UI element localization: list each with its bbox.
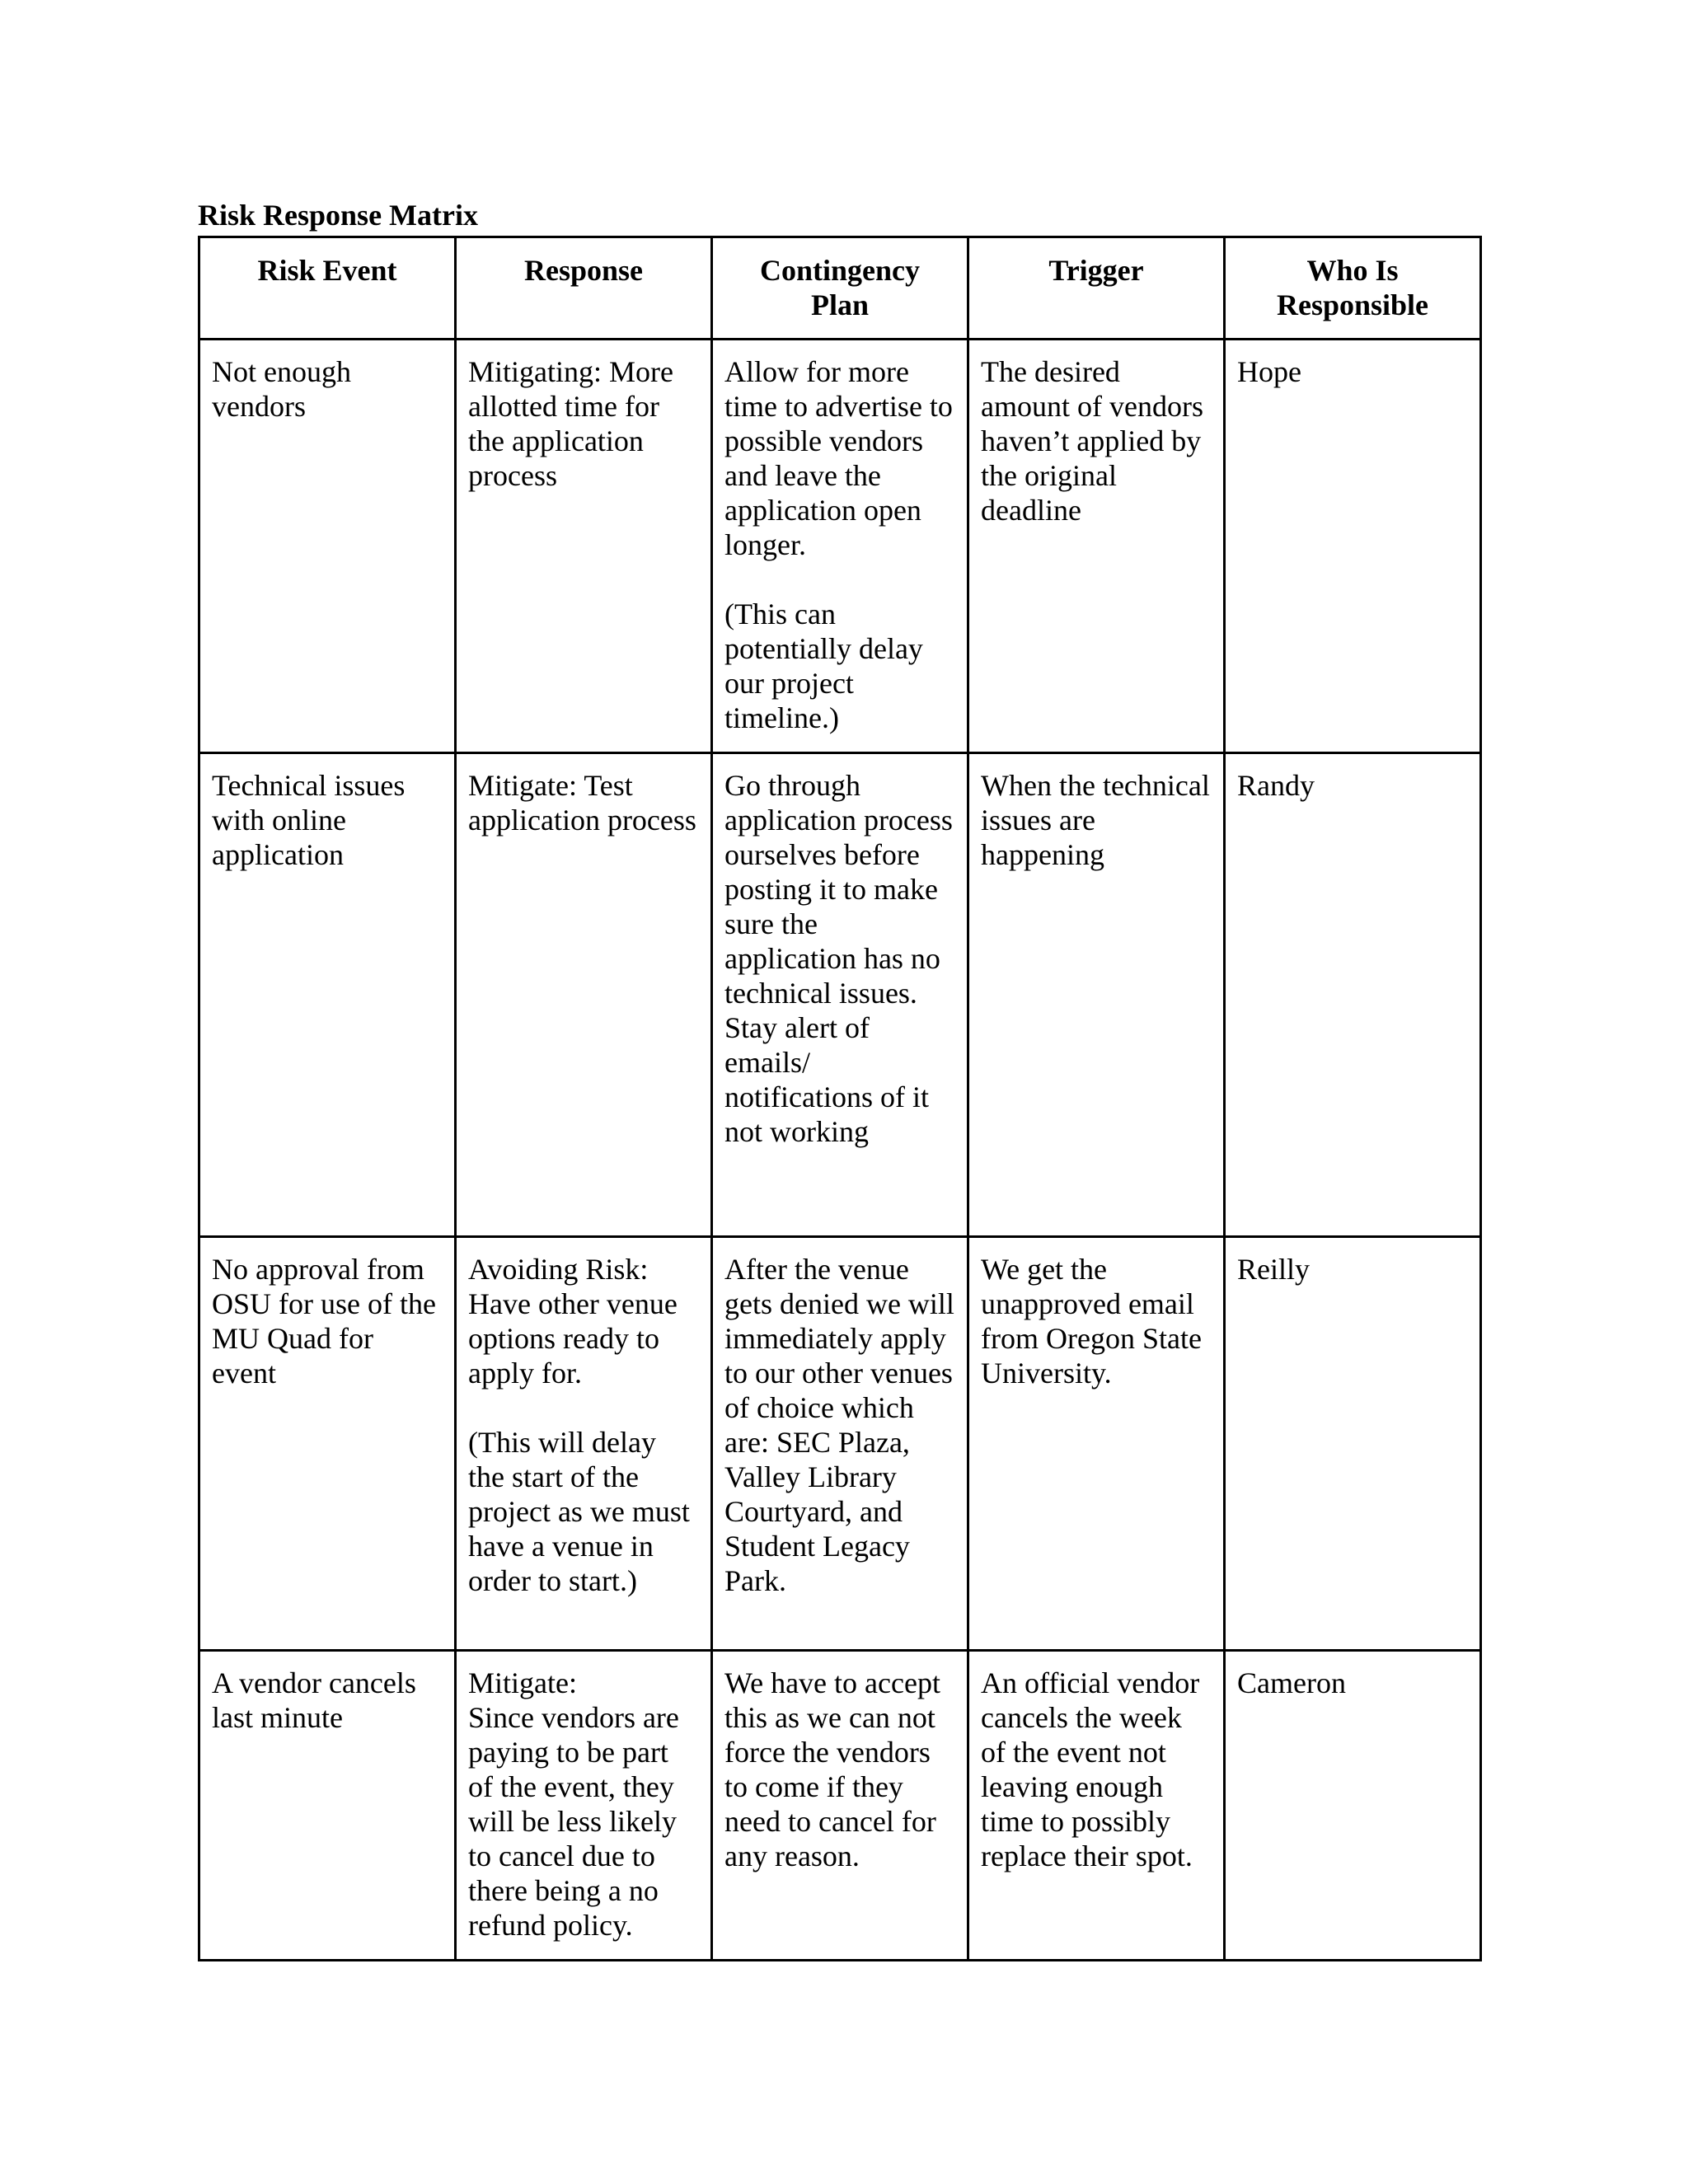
cell-response: Mitigate: Test application process bbox=[456, 753, 712, 1237]
cell-trigger: The desired amount of vendors haven’t applied by the original deadline bbox=[968, 340, 1225, 753]
table-row bbox=[199, 1651, 1481, 1961]
risk-response-table bbox=[198, 236, 1482, 1961]
cell-responsible: Randy bbox=[1225, 753, 1481, 1237]
document-title: Risk Response Matrix bbox=[198, 199, 478, 232]
cell-trigger: We get the unapproved email from Oregon State University. bbox=[968, 1237, 1225, 1651]
header-contingency-plan: Contingency Plan bbox=[712, 237, 968, 340]
cell-response: Mitigating: More allotted time for the application process bbox=[456, 340, 712, 753]
cell-risk-event: A vendor cancels last minute bbox=[199, 1651, 456, 1961]
cell-responsible: Hope bbox=[1225, 340, 1481, 753]
cell-responsible: Cameron bbox=[1225, 1651, 1481, 1961]
cell-contingency-plan: After the venue gets denied we will immediately apply to our other venues of choice which are: SEC Plaza, Valley Library Courtyard, and Student Legacy Park. bbox=[712, 1237, 968, 1651]
header-response: Response bbox=[456, 237, 712, 340]
cell-response: Mitigate: Since vendors are paying to be part of the event, they will be less likely to cancel due to there being a no refund policy. bbox=[456, 1651, 712, 1961]
cell-response: Avoiding Risk: Have other venue options ready to apply for. (This will delay the start of the project as we must have a venue in order to start.) bbox=[456, 1237, 712, 1651]
cell-trigger: When the technical issues are happening bbox=[968, 753, 1225, 1237]
cell-risk-event: Technical issues with online application bbox=[199, 753, 456, 1237]
cell-trigger: An official vendor cancels the week of the event not leaving enough time to possibly replace their spot. bbox=[968, 1651, 1225, 1961]
table-header-row bbox=[199, 237, 1481, 340]
cell-risk-event: Not enough vendors bbox=[199, 340, 456, 753]
table-row bbox=[199, 1237, 1481, 1651]
cell-contingency-plan: Go through application process ourselves before posting it to make sure the application has no technical issues. Stay alert of emails/ notifications of it not working bbox=[712, 753, 968, 1237]
table-row bbox=[199, 340, 1481, 753]
table-row bbox=[199, 753, 1481, 1237]
header-risk-event: Risk Event bbox=[199, 237, 456, 340]
header-trigger: Trigger bbox=[968, 237, 1225, 340]
cell-responsible: Reilly bbox=[1225, 1237, 1481, 1651]
header-who-is-responsible: Who Is Responsible bbox=[1225, 237, 1481, 340]
cell-contingency-plan: Allow for more time to advertise to possible vendors and leave the application open longer. (This can potentially delay our project timeline.) bbox=[712, 340, 968, 753]
cell-risk-event: No approval from OSU for use of the MU Quad for event bbox=[199, 1237, 456, 1651]
cell-contingency-plan: We have to accept this as we can not force the vendors to come if they need to cancel for any reason. bbox=[712, 1651, 968, 1961]
